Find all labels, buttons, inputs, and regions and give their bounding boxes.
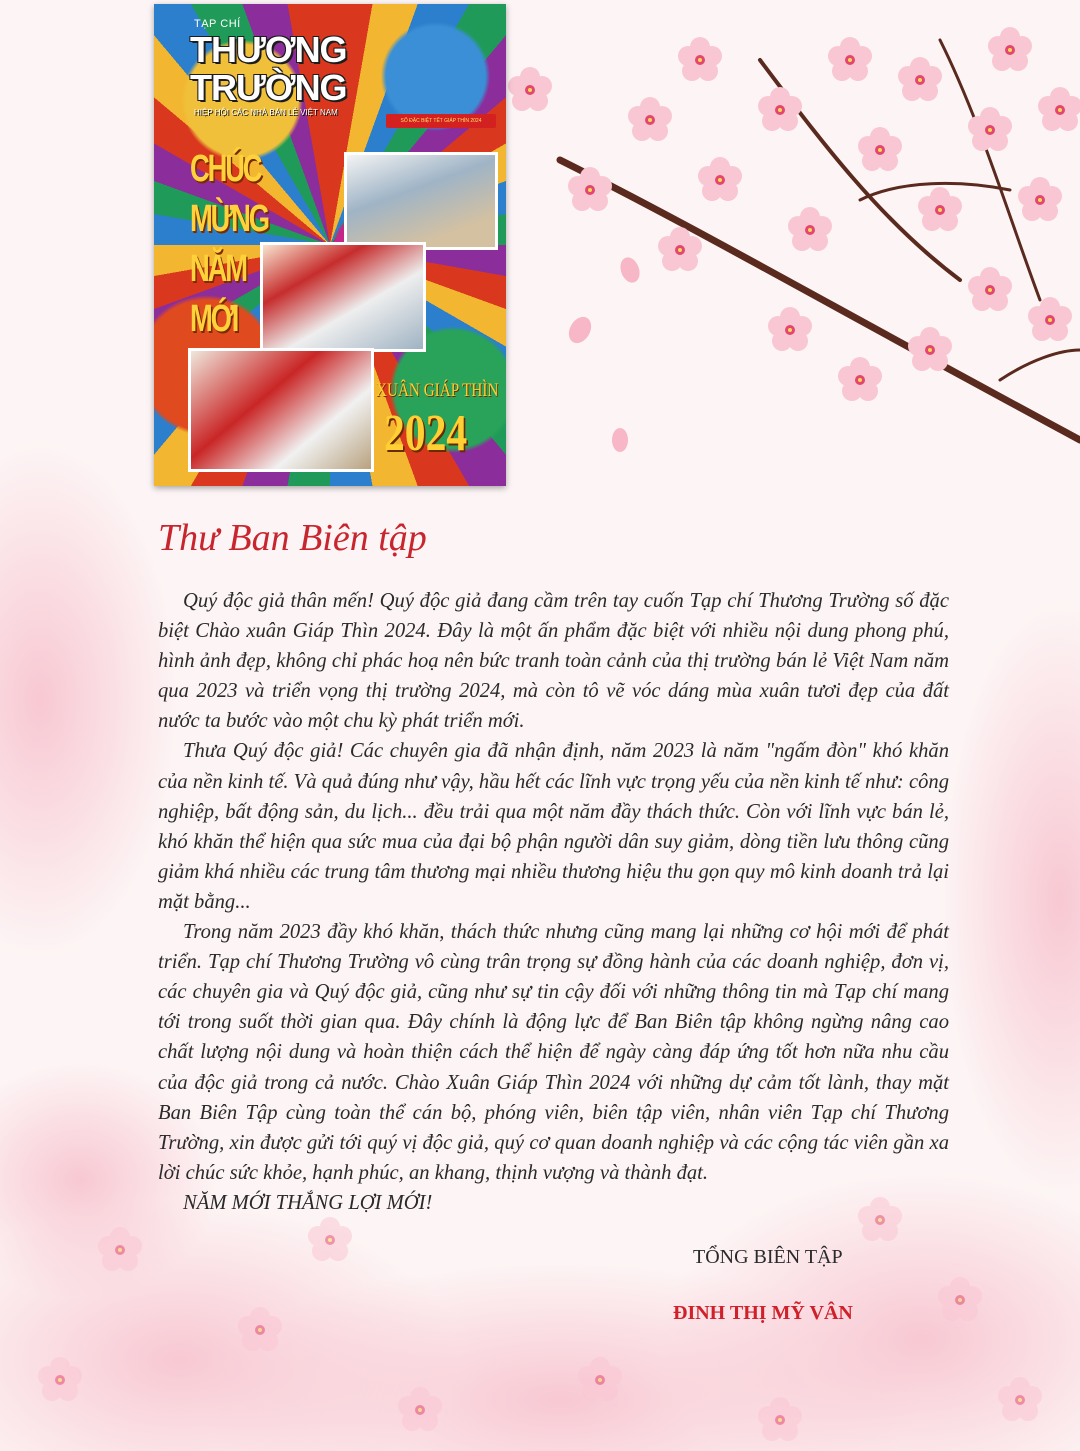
cover-magazine-label: TẠP CHÍ (194, 18, 241, 30)
cover-greeting-2: MỪNG (190, 198, 268, 240)
cover-greeting-3: NĂM (190, 248, 246, 290)
magazine-cover (154, 4, 506, 486)
cover-photo-supermarket (344, 152, 498, 250)
cover-greeting-4: MỚI (190, 298, 238, 340)
cover-title-line1: THƯƠNG (190, 29, 347, 70)
letter-body (158, 586, 949, 1218)
letter-paragraph-3: Trong năm 2023 đầy khó khăn, thách thức nhưng cũng mang lại những cơ hội mới để phát triển. Tạp chí Thương Trường vô cùng trân trọng sự đồng hành của các doanh nghiệp, đơn vị, các chuyên gia và Quý độc giả, cũng như sự tin cậy đối với những thông tin mà Tạp chí mang tới trong suốt thời gian qua. Đây chính là động lực để Ban Biên tập không ngừng nâng cao chất lượng nội dung và hoàn thiện cách thể hiện để ngày càng đáp ứng tốt hơn nữa nhu cầu của độc giả trong cả nước. Chào Xuân Giáp Thìn 2024 với những dự cảm tốt lành, thay mặt Ban Biên Tập cùng toàn thể cán bộ, phóng viên, biên tập viên, nhân viên Tạp chí Thương Trường, xin được gửi tới quý vị độc giả, quý cơ quan doanh nghiệp và các cộng tác viên gần xa lời chúc sức khỏe, hạnh phúc, an khang, thịnh vượng và thành đạt. (158, 921, 949, 1184)
cover-photo-shopping (260, 242, 426, 352)
letter-heading: Thư Ban Biên tập (158, 517, 427, 559)
cover-badge: SỐ ĐẶC BIỆT TẾT GIÁP THÌN 2024 (386, 114, 496, 128)
cover-year: 2024 (384, 405, 468, 462)
signature-name: ĐINH THỊ MỸ VÂN (673, 1302, 853, 1324)
cover-title-line2: TRƯỜNG (190, 67, 347, 108)
cover-photo-store (188, 348, 374, 472)
cover-greeting-1: CHÚC (190, 148, 261, 190)
letter-paragraph-2: Thưa Quý độc giả! Các chuyên gia đã nhận định, năm 2023 là năm "ngấm đòn" khó khăn của nền kinh tế. Và quả đúng như vậy, hầu hết các lĩnh vực trọng yếu của nền kinh tế như: công nghiệp, bất động sản, du lịch... đều trải qua một năm đầy thách thức. Còn với lĩnh vực bán lẻ, khó khăn thể hiện qua sức mua của đại bộ phận người dân suy giảm, dòng tiền lưu thông cũng giảm khá nhiều các trung tâm thương mại nhiều thương hiệu thu gọn quy mô kinh doanh trả lại mặt bằng... (158, 740, 949, 913)
cover-spring-label: XUÂN GIÁP THÌN (376, 380, 499, 401)
signature-title: TỔNG BIÊN TẬP (693, 1246, 843, 1268)
letter-closing: NĂM MỚI THẮNG LỢI MỚI! (183, 1191, 433, 1214)
letter-paragraph-1: Quý độc giả thân mến! Quý độc giả đang cầm trên tay cuốn Tạp chí Thương Trường số đặc biệt Chào xuân Giáp Thìn 2024. Đây là một ấn phẩm đặc biệt với nhiều nội dung phong phú, hình ảnh đẹp, không chỉ phác hoạ nên bức tranh toàn cảnh của thị trường bán lẻ Việt Nam năm qua 2023 và triển vọng thị trường 2024, mà còn tô vẽ vóc dáng mùa xuân tươi đẹp của đất nước ta bước vào một chu kỳ phát triển mới. (158, 590, 949, 733)
cover-association: HIỆP HỘI CÁC NHÀ BÁN LẺ VIỆT NAM (194, 108, 338, 117)
